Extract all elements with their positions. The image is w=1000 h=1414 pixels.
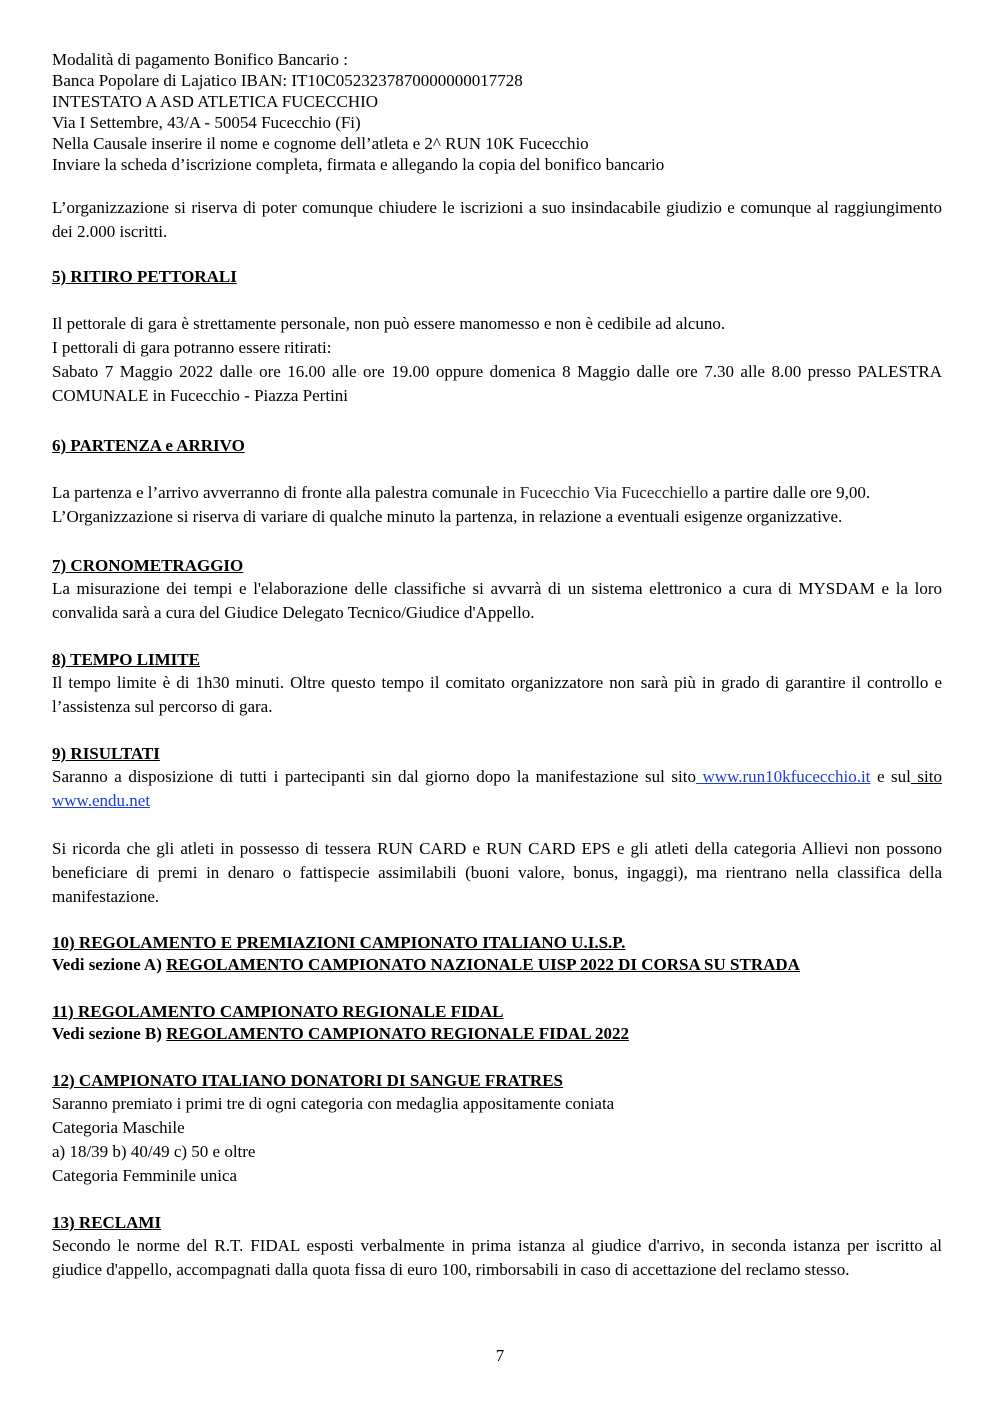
section-8-title: 8) TEMPO LIMITE [52, 650, 200, 669]
s13-paragraph: Secondo le norme del R.T. FIDAL esposti verbalmente in prima istanza al giudice d'arrivo, in seconda istanza per iscritto al giudice d'appello, accompagnati dalla quota fissa di euro 100, rimborsabili in caso di accettazione del reclamo stesso. [52, 1236, 942, 1279]
s6-text: La partenza e l’arrivo avverranno di fronte alla palestra comunale [52, 483, 503, 502]
s5-paragraph: I pettorali di gara potranno essere ritirati: [52, 338, 332, 357]
s10-prefix: Vedi sezione A) [52, 955, 167, 974]
s5-paragraph: Il pettorale di gara è strettamente personale, non può essere manomesso e non è cedibile ad alcuno. [52, 314, 726, 333]
section-9-title: 9) RISULTATI [52, 744, 160, 763]
s6-text: a partire dalle ore 9,00. [708, 483, 871, 502]
endu-link[interactable]: www.endu.net [52, 791, 151, 810]
section-11-ref [52, 1023, 942, 1045]
page-number: 7 [495, 1346, 505, 1365]
s9-text: Saranno a disposizione di tutti i partecipanti sin dal giorno dopo la manifestazione sul sito [52, 767, 696, 786]
payment-line: Banca Popolare di Lajatico IBAN: IT10C0523237870000000017728 [52, 71, 523, 90]
s6-paragraph: L’Organizzazione si riserva di variare di qualche minuto la partenza, in relazione a eventuali esigenze organizzative. [52, 507, 843, 526]
s12-line: a) 18/39 b) 40/49 c) 50 e oltre [52, 1142, 256, 1161]
s7-paragraph: La misurazione dei tempi e l'elaborazione delle classifiche si avvarrà di un sistema elettronico a cura di MYSDAM e la loro convalida sarà a cura del Giudice Delegato Tecnico/Giudice d'Appello. [52, 579, 942, 622]
s9-paragraph: Si ricorda che gli atleti in possesso di tessera RUN CARD e RUN CARD EPS e gli atleti della categoria Allievi non possono beneficiare di premi in denaro o fattispecie assimilabili (buoni valore, bonus, ingaggi), ma rientrano nella classifica della manifestazione. [52, 839, 942, 906]
section-12-title: 12) CAMPIONATO ITALIANO DONATORI DI SANGUE FRATRES [52, 1071, 563, 1090]
run10k-link[interactable]: www.run10kfucecchio.it [695, 767, 871, 786]
s12-line: Saranno premiato i primi tre di ogni categoria con medaglia appositamente coniata [52, 1094, 615, 1113]
s6-paragraph [52, 481, 942, 505]
payment-line: Modalità di pagamento Bonifico Bancario : [52, 50, 349, 69]
s8-paragraph: Il tempo limite è di 1h30 minuti. Oltre questo tempo il comitato organizzatore non sarà più in grado di garantire il controllo e l’assistenza sul percorso di gara. [52, 673, 942, 716]
payment-line: Inviare la scheda d’iscrizione completa, firmata e allegando la copia del bonifico bancario [52, 155, 665, 174]
s9-text: e sul [870, 767, 911, 786]
s6-location: in Fucecchio Via Fucecchiello [502, 483, 709, 502]
s9-text: sito [910, 767, 942, 786]
closing-note: L’organizzazione si riserva di poter comunque chiudere le iscrizioni a suo insindacabile giudizio e comunque al raggiungimento dei 2.000 iscritti. [52, 198, 942, 241]
payment-line: Nella Causale inserire il nome e cognome dell’atleta e 2^ RUN 10K Fucecchio [52, 134, 589, 153]
payment-block [52, 49, 942, 175]
s9-paragraph [52, 765, 942, 813]
section-13-title: 13) RECLAMI [52, 1213, 162, 1232]
document-page [52, 49, 942, 1282]
payment-line: INTESTATO A ASD ATLETICA FUCECCHIO [52, 92, 379, 111]
payment-line: Via I Settembre, 43/A - 50054 Fucecchio (Fi) [52, 113, 361, 132]
section-7-title: 7) CRONOMETRAGGIO [52, 556, 244, 575]
section-11-title: 11) REGOLAMENTO CAMPIONATO REGIONALE FIDAL [52, 1002, 504, 1021]
s12-line: Categoria Femminile unica [52, 1166, 238, 1185]
s5-paragraph: Sabato 7 Maggio 2022 dalle ore 16.00 alle ore 19.00 oppure domenica 8 Maggio dalle ore 7.30 alle 8.00 presso PALESTRA COMUNALE in Fucecchio - Piazza Pertini [52, 362, 942, 405]
s11-ref-text: REGOLAMENTO CAMPIONATO REGIONALE FIDAL 2022 [166, 1024, 629, 1043]
section-5-title: 5) RITIRO PETTORALI [52, 267, 237, 286]
s11-prefix: Vedi sezione B) [52, 1024, 167, 1043]
s12-line: Categoria Maschile [52, 1118, 185, 1137]
section-10-ref [52, 954, 942, 976]
section-6-title: 6) PARTENZA e ARRIVO [52, 436, 245, 455]
s10-ref-text: REGOLAMENTO CAMPIONATO NAZIONALE UISP 2022 DI CORSA SU STRADA [166, 955, 800, 974]
section-10-title: 10) REGOLAMENTO E PREMIAZIONI CAMPIONATO ITALIANO U.I.S.P. [52, 933, 626, 952]
